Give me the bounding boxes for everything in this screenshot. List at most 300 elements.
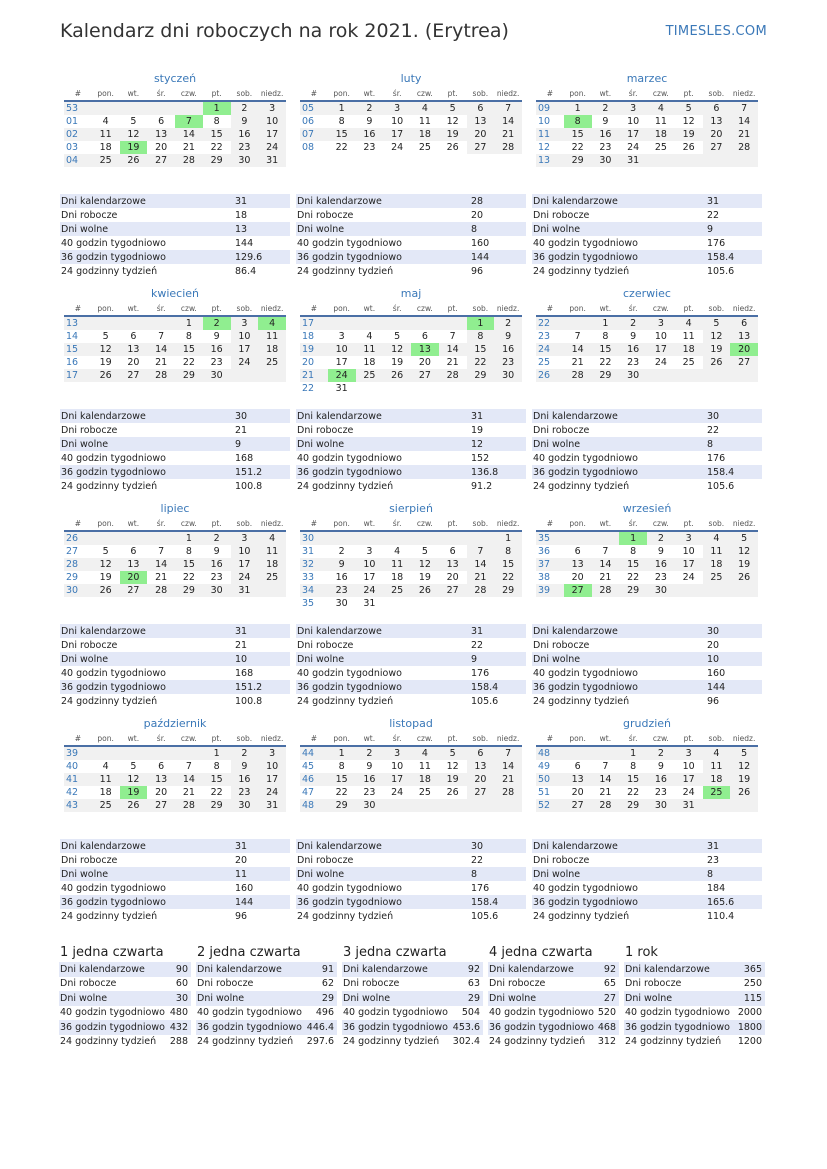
stat-label: Dni kalendarzowe [624, 962, 736, 977]
stat-row [532, 264, 762, 278]
day-cell [439, 382, 467, 395]
stat-row [532, 867, 762, 881]
stat-label: 24 godzinny tydzień [297, 910, 394, 922]
day-cell: 12 [120, 128, 148, 141]
stat-value: 22 [471, 854, 484, 866]
column-header: pon. [328, 517, 356, 531]
day-cell: 8 [494, 545, 522, 558]
column-header: pon. [92, 87, 120, 101]
day-cell: 5 [421, 546, 428, 557]
stat-row [60, 694, 290, 708]
day-cell: 12 [730, 545, 758, 558]
column-header: # [536, 732, 564, 746]
day-cell: 20 [120, 571, 148, 584]
stat-label: 40 godzin tygodniowo [533, 237, 638, 249]
week-number: 01 [66, 116, 79, 127]
stat-value: 30 [706, 624, 762, 638]
stat-value: 30 [168, 991, 191, 1006]
month-stats [532, 624, 762, 708]
week-number: 39 [536, 584, 564, 597]
stat-value: 151.2 [234, 465, 290, 479]
column-header: sob. [703, 302, 731, 316]
column-header: # [300, 302, 328, 316]
stat-label: Dni robocze [61, 854, 118, 866]
day-cell: 12 [446, 116, 459, 127]
stat-row [488, 1020, 619, 1035]
stat-row [60, 423, 290, 437]
day-cell: 4 [703, 531, 731, 545]
day-cell [175, 746, 203, 760]
stat-value: 160 [707, 667, 726, 679]
week-number: 52 [536, 799, 564, 812]
day-cell: 1 [494, 531, 522, 545]
day-cell [383, 316, 411, 330]
month-table [300, 87, 522, 154]
stat-value: 22 [471, 639, 484, 651]
day-cell: 18 [99, 787, 112, 798]
week-number: 49 [538, 761, 551, 772]
column-header: śr. [147, 87, 175, 101]
day-cell: 4 [411, 746, 439, 760]
stat-label: Dni robocze [297, 424, 354, 436]
day-cell: 21 [571, 357, 584, 368]
stat-row [532, 853, 762, 867]
column-header: niedz. [730, 732, 758, 746]
day-cell: 6 [130, 546, 137, 557]
week-number: 06 [302, 116, 315, 127]
day-cell: 31 [335, 383, 348, 394]
day-cell [120, 316, 148, 330]
week-row [300, 597, 522, 610]
stat-row [488, 1006, 619, 1021]
day-cell [703, 154, 731, 167]
day-cell: 30 [647, 799, 675, 812]
stat-label: 36 godzin tygodniowo [296, 465, 470, 479]
week-row [536, 531, 758, 545]
stat-value: 29 [305, 991, 337, 1006]
day-cell: 26 [92, 584, 120, 597]
day-cell [356, 531, 384, 545]
day-cell [258, 584, 286, 597]
stat-label: Dni wolne [60, 437, 234, 451]
week-row [300, 799, 522, 812]
month-calendar [300, 70, 522, 154]
stat-value: 22 [707, 209, 720, 221]
week-number: 02 [64, 128, 92, 141]
stat-value: 144 [470, 250, 526, 264]
stat-label: Dni robocze [60, 978, 117, 990]
stat-row [532, 895, 762, 909]
month-calendar [536, 70, 758, 167]
stat-value: 31 [706, 194, 762, 208]
column-header: czw. [175, 87, 203, 101]
stat-value: 92 [451, 962, 483, 977]
column-header: czw. [411, 517, 439, 531]
stat-row [296, 236, 526, 250]
day-cell: 14 [494, 115, 522, 128]
day-cell: 30 [203, 369, 231, 382]
stat-label: Dni kalendarzowe [59, 962, 168, 977]
week-row [536, 799, 758, 812]
stat-value: 63 [467, 978, 480, 990]
day-cell: 3 [366, 546, 373, 557]
day-cell [328, 316, 356, 330]
week-row [64, 571, 286, 584]
stat-value: 453.6 [451, 1020, 483, 1035]
day-cell: 25 [356, 369, 384, 382]
day-cell: 5 [130, 761, 137, 772]
stat-label: Dni wolne [532, 867, 706, 881]
stat-value: 144 [706, 680, 762, 694]
day-cell: 5 [730, 746, 758, 760]
site-link[interactable]: TIMESLES.COM [665, 24, 767, 39]
stat-label: 24 godzinny tydzień [533, 910, 630, 922]
stat-value: 9 [470, 652, 526, 666]
day-cell [439, 531, 467, 545]
stat-label: 36 godzin tygodniowo [532, 895, 706, 909]
column-header: pon. [92, 517, 120, 531]
day-cell: 17 [619, 128, 647, 141]
day-cell: 16 [231, 773, 259, 786]
day-cell: 7 [175, 115, 203, 128]
day-cell: 25 [258, 356, 286, 369]
day-cell: 27 [467, 141, 495, 154]
week-row [64, 558, 286, 571]
column-header: pt. [439, 302, 467, 316]
stat-value: 144 [235, 237, 254, 249]
day-cell [92, 531, 120, 545]
day-cell: 26 [730, 571, 758, 584]
stat-value: 136.8 [470, 465, 526, 479]
stat-label: 36 godzin tygodniowo [624, 1020, 736, 1035]
column-header: wt. [356, 302, 384, 316]
stat-label: 24 godzinny tydzień [533, 480, 630, 492]
day-cell: 14 [175, 773, 203, 786]
day-cell: 31 [619, 154, 647, 167]
week-row [536, 316, 758, 330]
day-cell: 21 [446, 357, 459, 368]
stat-label: Dni kalendarzowe [60, 194, 234, 208]
day-cell [439, 316, 467, 330]
stat-value: 18 [235, 209, 248, 221]
day-cell: 7 [602, 546, 609, 557]
column-header: niedz. [730, 302, 758, 316]
week-number: 46 [300, 773, 328, 786]
header-row [536, 517, 758, 531]
stat-label: Dni wolne [488, 991, 597, 1006]
day-cell: 8 [467, 330, 495, 343]
column-header: wt. [120, 732, 148, 746]
stat-row [60, 839, 290, 853]
day-cell: 24 [258, 141, 286, 154]
day-cell: 12 [92, 558, 120, 571]
stat-label: Dni wolne [60, 867, 234, 881]
month-calendar [300, 500, 522, 610]
day-cell: 8 [630, 761, 637, 772]
header-row [536, 302, 758, 316]
day-cell: 29 [619, 799, 647, 812]
day-cell: 10 [682, 761, 695, 772]
day-cell: 8 [602, 331, 609, 342]
column-header: pt. [675, 517, 703, 531]
day-cell: 21 [155, 357, 168, 368]
stat-row [60, 638, 290, 652]
stat-row [296, 909, 526, 923]
day-cell: 25 [92, 799, 120, 812]
stat-value: 160 [235, 882, 254, 894]
stat-label: 36 godzin tygodniowo [296, 250, 470, 264]
day-cell: 5 [675, 101, 703, 115]
day-cell: 11 [682, 331, 695, 342]
stat-label: Dni kalendarzowe [296, 194, 470, 208]
day-cell: 20 [155, 142, 168, 153]
stat-row [296, 652, 526, 666]
day-cell: 23 [654, 572, 667, 583]
column-header: sob. [231, 87, 259, 101]
day-cell: 21 [730, 128, 758, 141]
month-calendar [536, 500, 758, 597]
stat-row [196, 1020, 337, 1035]
column-header: niedz. [730, 87, 758, 101]
day-cell [703, 799, 731, 812]
day-cell: 29 [592, 369, 620, 382]
day-cell: 9 [231, 760, 259, 773]
day-cell: 6 [703, 101, 731, 115]
stat-value: 8 [706, 867, 762, 881]
stat-row [532, 208, 762, 222]
day-cell: 12 [92, 343, 120, 356]
week-row [64, 545, 286, 558]
week-number: 45 [302, 761, 315, 772]
column-header: pt. [675, 302, 703, 316]
day-cell: 27 [120, 584, 148, 597]
stat-row [296, 409, 526, 423]
day-cell: 13 [411, 343, 439, 356]
day-cell: 15 [175, 343, 203, 356]
week-number: 23 [538, 331, 551, 342]
stat-row [624, 1020, 765, 1035]
week-number: 48 [300, 799, 328, 812]
stat-value: 30 [706, 409, 762, 423]
day-cell: 9 [494, 330, 522, 343]
quarter-stats [59, 962, 191, 1049]
day-cell: 2 [647, 746, 675, 760]
stat-value: 10 [706, 652, 762, 666]
day-cell: 11 [703, 545, 731, 558]
day-cell: 19 [730, 558, 758, 571]
month-table [536, 302, 758, 382]
stat-label: Dni wolne [296, 652, 470, 666]
day-cell: 20 [155, 787, 168, 798]
column-header: niedz. [258, 517, 286, 531]
stat-value: 91 [305, 962, 337, 977]
day-cell: 25 [703, 571, 731, 584]
column-header: niedz. [494, 87, 522, 101]
day-cell: 18 [258, 558, 286, 571]
week-number: 16 [66, 357, 79, 368]
column-header: śr. [383, 87, 411, 101]
day-cell: 8 [338, 761, 345, 772]
day-cell: 4 [647, 101, 675, 115]
day-cell: 7 [185, 761, 192, 772]
day-cell: 18 [703, 558, 731, 571]
stat-label: 40 godzin tygodniowo [61, 667, 166, 679]
day-cell: 17 [231, 343, 259, 356]
day-cell: 29 [619, 584, 647, 597]
stat-value: 20 [235, 854, 248, 866]
day-cell [411, 531, 439, 545]
stat-row [532, 652, 762, 666]
day-cell: 13 [120, 558, 148, 571]
day-cell: 18 [411, 773, 439, 786]
day-cell: 14 [439, 343, 467, 356]
stat-label: 36 godzin tygodniowo [532, 465, 706, 479]
day-cell [494, 597, 522, 610]
day-cell: 26 [446, 787, 459, 798]
stat-label: Dni wolne [59, 991, 168, 1006]
month-calendar [64, 285, 286, 382]
week-row [536, 343, 758, 356]
day-cell: 20 [127, 357, 140, 368]
day-cell: 31 [363, 598, 376, 609]
column-header: śr. [147, 732, 175, 746]
day-cell: 24 [391, 787, 404, 798]
stat-value: 105.6 [707, 265, 735, 277]
stat-row [296, 423, 526, 437]
stat-row [624, 977, 765, 992]
column-header: pt. [203, 517, 231, 531]
day-cell: 17 [231, 558, 259, 571]
month-name: marzec [626, 72, 668, 85]
day-cell: 6 [574, 761, 581, 772]
column-header: pt. [675, 732, 703, 746]
stat-label: Dni robocze [61, 424, 118, 436]
day-cell: 25 [682, 357, 695, 368]
week-number: 44 [300, 746, 328, 760]
stat-label: Dni wolne [532, 222, 706, 236]
stat-value: 1200 [737, 1036, 762, 1048]
header-row [300, 302, 522, 316]
stat-value: 65 [603, 978, 616, 990]
day-cell [647, 154, 675, 167]
month-stats [60, 194, 290, 278]
day-cell: 26 [120, 799, 148, 812]
page-title: Kalendarz dni roboczych na rok 2021. (Erytrea) [60, 20, 509, 42]
stat-label: Dni kalendarzowe [60, 839, 234, 853]
week-row [300, 746, 522, 760]
stat-label: Dni kalendarzowe [60, 409, 234, 423]
month-calendar [300, 715, 522, 812]
day-cell: 8 [630, 546, 637, 557]
column-header: pon. [564, 517, 592, 531]
stat-row [296, 250, 526, 264]
day-cell: 21 [182, 787, 195, 798]
stat-row [59, 962, 191, 977]
day-cell: 16 [203, 558, 231, 571]
day-cell [494, 382, 522, 395]
stat-label: 40 godzin tygodniowo [60, 1007, 165, 1019]
stat-row [342, 962, 483, 977]
month-calendar [64, 70, 286, 167]
stat-label: Dni wolne [196, 991, 305, 1006]
day-cell [439, 597, 467, 610]
day-cell: 20 [703, 128, 731, 141]
stat-value: 96 [235, 910, 248, 922]
quarter-title: 1 rok [625, 945, 658, 960]
stat-value: 105.6 [471, 695, 499, 707]
day-cell: 28 [592, 799, 620, 812]
day-cell: 29 [467, 369, 495, 382]
day-cell: 21 [155, 572, 168, 583]
month-table [64, 517, 286, 597]
day-cell: 15 [592, 343, 620, 356]
stat-value: 468 [597, 1020, 619, 1035]
stat-label: 36 godzin tygodniowo [296, 680, 470, 694]
stat-row [60, 652, 290, 666]
column-header: czw. [647, 732, 675, 746]
column-header: sob. [231, 732, 259, 746]
stat-value: 90 [168, 962, 191, 977]
stat-label: 40 godzin tygodniowo [61, 882, 166, 894]
day-cell [564, 531, 592, 545]
month-stats [532, 409, 762, 493]
stat-label: 40 godzin tygodniowo [61, 452, 166, 464]
stat-row [342, 1035, 483, 1050]
month-name: sierpień [389, 502, 433, 515]
day-cell: 11 [703, 760, 731, 773]
stat-label: 36 godzin tygodniowo [196, 1020, 305, 1035]
day-cell: 24 [231, 571, 259, 584]
column-header: śr. [383, 517, 411, 531]
stat-value: 31 [470, 624, 526, 638]
day-cell: 22 [335, 787, 348, 798]
day-cell: 30 [231, 799, 259, 812]
week-number: 31 [302, 546, 315, 557]
day-cell: 12 [120, 773, 148, 786]
stat-value: 297.6 [306, 1036, 334, 1048]
stat-row [59, 1035, 191, 1050]
day-cell: 6 [158, 761, 165, 772]
stat-row [59, 991, 191, 1006]
day-cell: 24 [682, 572, 695, 583]
stat-row [60, 881, 290, 895]
day-cell [383, 799, 411, 812]
stat-label: Dni robocze [297, 639, 354, 651]
stat-row [488, 977, 619, 992]
stat-row [296, 839, 526, 853]
day-cell: 17 [675, 773, 703, 786]
day-cell: 9 [602, 116, 609, 127]
column-header: wt. [356, 87, 384, 101]
day-cell: 28 [564, 369, 592, 382]
week-row [536, 571, 758, 584]
column-header: wt. [592, 517, 620, 531]
day-cell: 9 [657, 546, 664, 557]
stat-value: 312 [597, 1036, 616, 1048]
day-cell: 15 [564, 128, 592, 141]
header-row [300, 732, 522, 746]
day-cell: 17 [647, 343, 675, 356]
quarter-stats [488, 962, 619, 1049]
month-name: lipiec [160, 502, 190, 515]
day-cell: 16 [647, 773, 675, 786]
column-header: śr. [619, 517, 647, 531]
stat-label: 36 godzin tygodniowo [488, 1020, 597, 1035]
day-cell: 23 [328, 584, 356, 597]
stat-label: Dni kalendarzowe [60, 624, 234, 638]
day-cell: 30 [356, 799, 384, 812]
day-cell: 22 [627, 787, 640, 798]
